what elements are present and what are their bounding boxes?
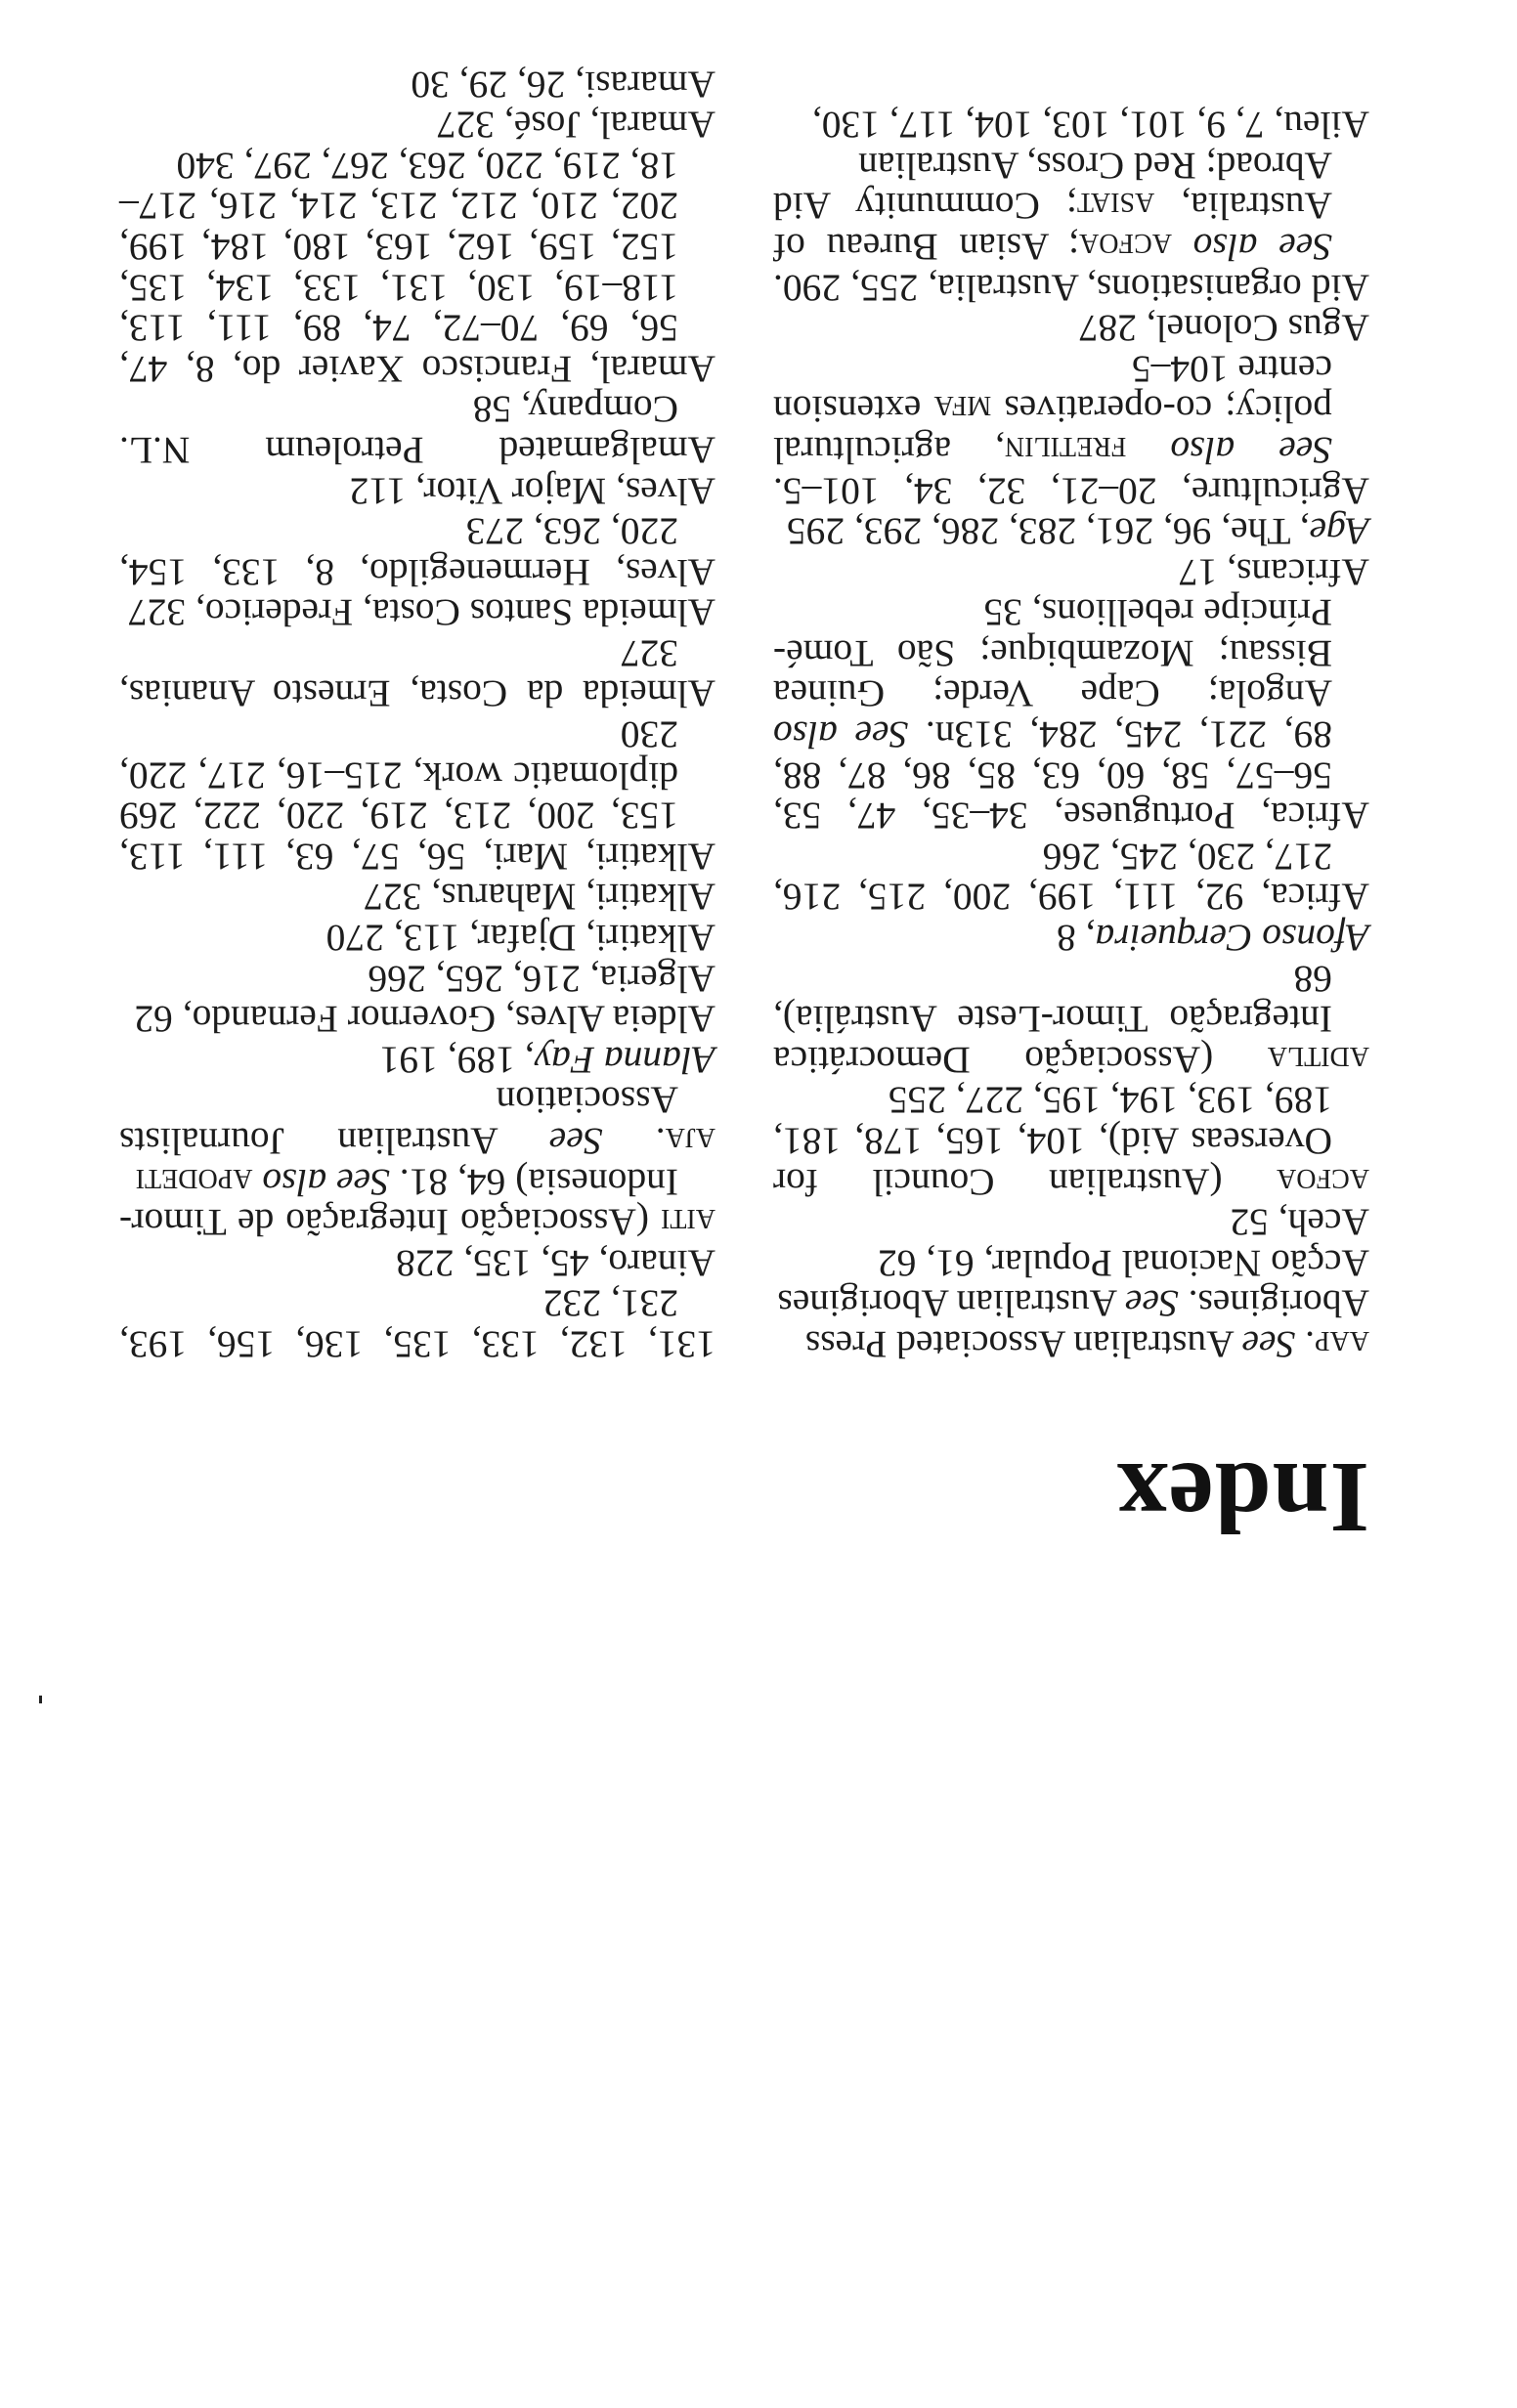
entry-text: Aileu, 7, 9, 101, 103, 104, 117, 130, [811, 104, 1369, 148]
entry-text: See [1124, 1282, 1179, 1326]
index-entry [773, 835, 1369, 920]
entry-text: (Associação Democrática Integração Timor-Leste Austrália), 68 [773, 957, 1332, 1082]
entry-text [252, 1161, 262, 1204]
index-entry [119, 877, 715, 918]
entry-text: fretilin [1004, 428, 1127, 472]
entry-text: See also [262, 1160, 390, 1204]
index-entry [119, 714, 715, 877]
entry-text: aditla [1267, 1038, 1369, 1082]
index-entry [773, 551, 1369, 592]
index-entry [773, 1080, 1369, 1202]
entry-text: Almeida Santos Costa, Frederico, 327 [127, 591, 715, 635]
entry-text: See [548, 1120, 603, 1164]
entry-text: Alves, Hermenegildo, 8, 133, 154, 220, 263, 273 [119, 510, 715, 594]
entry-text: aap [1314, 1323, 1369, 1366]
index-entry [773, 347, 1369, 513]
entry-text: Afonso Cerqueira [1095, 917, 1369, 961]
index-entry [773, 917, 1369, 961]
entry-text: asiat [1076, 185, 1155, 229]
scan-edge-mark [39, 1696, 42, 1703]
index-entry [119, 958, 715, 999]
index-entry [773, 1323, 1369, 1364]
index-entry [119, 1039, 715, 1080]
entry-text: Australian Associated Press [804, 1323, 1242, 1366]
entry-text: Almeida da Costa, Ernesto Ananias, 327 [119, 631, 715, 716]
entry-text [1172, 226, 1193, 269]
entry-text: Aid organisations, Australia, 255, 290. [773, 266, 1369, 310]
index-entry [119, 1283, 715, 1364]
index-entry [773, 105, 1369, 146]
entry-text: Age [1309, 510, 1369, 554]
index-entry [119, 470, 715, 511]
index-entry [773, 958, 1369, 1080]
entry-text: Agus Colonel, 287 [1078, 307, 1369, 351]
entry-text: , The, 96, 261, 283, 286, 293, 295 [786, 510, 1310, 554]
index-entry [773, 144, 1369, 310]
entry-text: (Associação Integração de Timor-Indonesia) 64, 81. [119, 1160, 678, 1245]
index-column-left [773, 105, 1369, 1364]
entry-text: See also [773, 713, 909, 757]
entry-text: 131, 132, 133, 135, 136, 156, 193, 231, 232 [119, 1282, 715, 1366]
entry-text: , 8 [1056, 917, 1096, 961]
entry-text [1126, 429, 1170, 472]
index-entry [119, 592, 715, 633]
index-entry [119, 389, 715, 470]
entry-text: Alves, Major Vitor, 112 [349, 469, 715, 513]
index-entry [119, 631, 715, 716]
entry-text: . [602, 1120, 666, 1164]
index-entry [773, 1283, 1369, 1324]
index-entry [119, 145, 715, 389]
entry-text: Aceh, 52 [1230, 1201, 1369, 1245]
entry-text: extension centre 104–5 [773, 347, 1332, 432]
entry-text: Africa, Portuguese, 34–35, 47, 53, 56–57, 58, 60, 63, 85, 86, 87, 88, 89, 221, 245, 284, 313n. [773, 713, 1369, 838]
entry-text: Alkatiri, Djafar, 113, 270 [325, 917, 715, 961]
entry-text: Australian Journalists Association [119, 1079, 678, 1164]
entry-text: Australian Aborigines [777, 1282, 1125, 1326]
entry-text: Acção Nacional Popular, 61, 62 [878, 1241, 1369, 1285]
index-entry [119, 1079, 715, 1164]
entry-text: Ainaro, 45, 135, 228 [396, 1241, 715, 1285]
index-entry [773, 511, 1369, 552]
entry-text: Amaral, Francisco Xavier do, 8, 47, 56, 69, 70–72, 74, 89, 111, 113, 118–19, 130, 131, 133, 134, 135, 152, 159, 162, 163, 180, 184, 199, 202, 210, 212, 213, 214, 216, 217–18, 219, 220, 263, 267, 297, 340 [119, 144, 715, 391]
index-entry [773, 308, 1369, 349]
index-entry [773, 1242, 1369, 1283]
entry-text: See [1241, 1323, 1296, 1366]
index-entry [773, 592, 1369, 837]
index-entry [119, 1160, 715, 1245]
entry-text: apodeti [135, 1160, 253, 1204]
entry-text: acfoa [1079, 225, 1172, 269]
entry-text: ; Asian Bureau of Australia, [773, 185, 1332, 269]
entry-text: Algeria, 216, 265, 266 [368, 957, 715, 1001]
entry-text: Alanna Fay [534, 1038, 715, 1082]
entry-text: aiti [661, 1201, 715, 1245]
entry-text: Aborigines. [1178, 1282, 1369, 1326]
entry-text: mfa [933, 388, 992, 432]
entry-text: Amaral, José, 327 [436, 104, 715, 148]
entry-text: Alkatiri, Maharus, 327 [364, 876, 715, 920]
entry-text: Alkatiri, Mari, 56, 57, 63, 111, 113, 153, 200, 213, 219, 220, 222, 269 diplomatic work, 215–16, 217, 220, 230 [119, 713, 715, 879]
index-entry [119, 511, 715, 592]
entry-text: Africa, 92, 111, 199, 200, 215, 216, 217, 230, 245, 266 [773, 835, 1369, 920]
entry-text: See also [1170, 428, 1332, 472]
page-title: Index [1115, 1441, 1369, 1554]
entry-text: , agricultural policy; co-operatives [773, 388, 1332, 472]
entry-text: (Australian Council for Overseas Aid), 104, 165, 178, 181, 189, 193, 194, 195, 227, 255 [773, 1079, 1332, 1204]
index-entry [119, 999, 715, 1040]
entry-text: ; Community Aid Abroad; Red Cross, Australian [773, 144, 1332, 229]
index-entry [119, 105, 715, 146]
index-entry [119, 1242, 715, 1283]
entry-text: See also [1192, 225, 1332, 269]
entry-text: , 189, 191 [379, 1038, 535, 1082]
index-entry [773, 1202, 1369, 1243]
entry-text: Agriculture, 20–21, 32, 34, 101–5. [773, 469, 1369, 513]
entry-text: Amalgamated Petroleum N.L. Company, 58 [119, 388, 715, 472]
index-column-right [119, 64, 715, 1364]
entry-text: Aldeia Alves, Governor Fernando, 62 [134, 998, 715, 1042]
entry-text: acfoa [1277, 1160, 1369, 1204]
index-entry [119, 917, 715, 961]
index-entry [119, 64, 715, 105]
entry-text: . [1295, 1323, 1315, 1366]
entry-text: aja [665, 1120, 715, 1164]
entry-text: Amarasi, 26, 29, 30 [411, 63, 715, 107]
entry-text: Africans, 17 [1178, 550, 1369, 594]
entry-text: Angola; Cape Verde; Guinea Bissau; Mozambique; São Tomé-Príncipe rebellions, 35 [773, 591, 1332, 716]
